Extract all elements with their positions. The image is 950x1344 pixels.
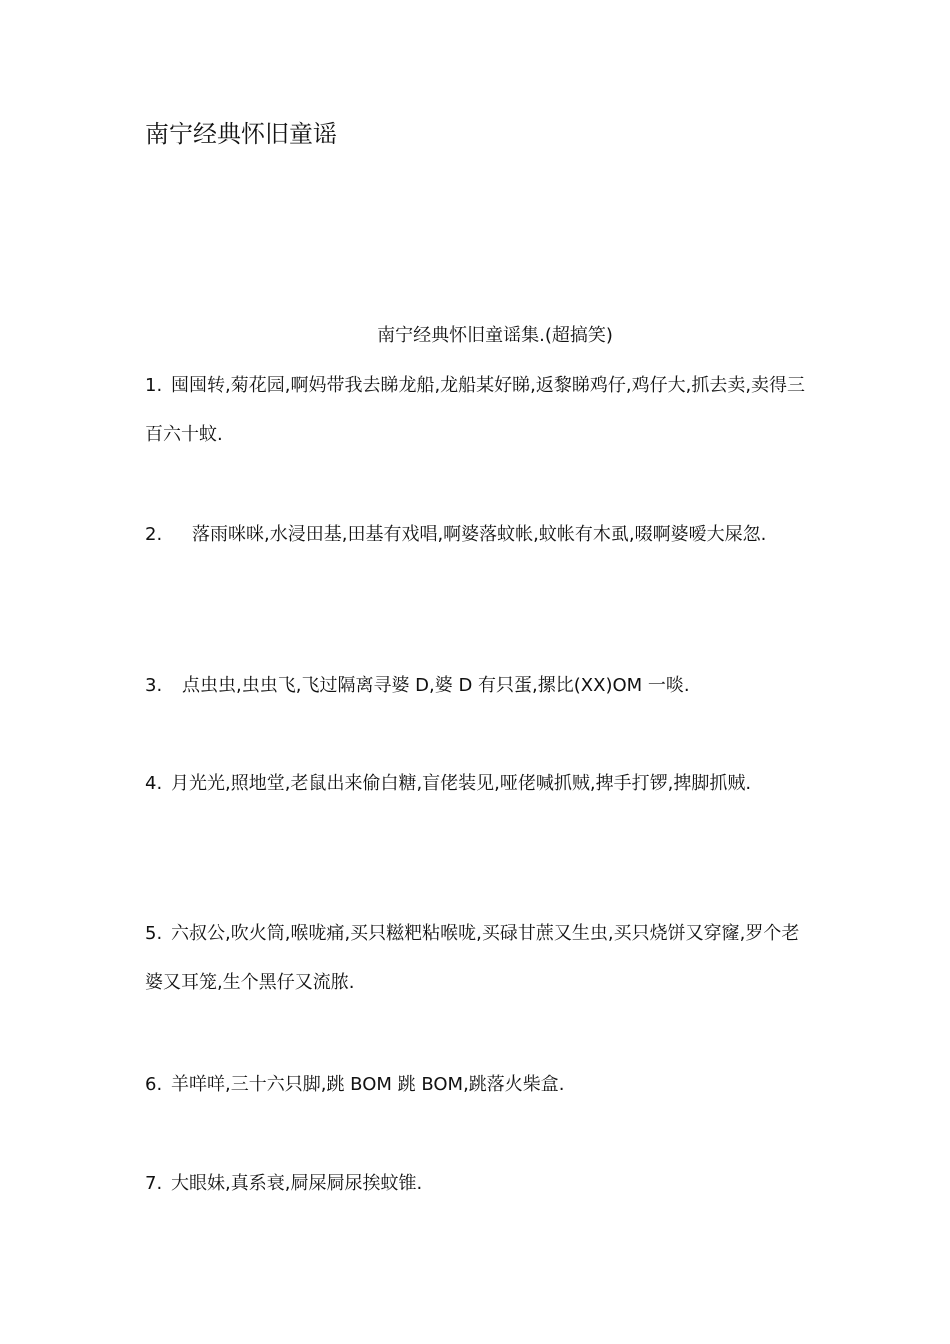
item-text: 羊咩咩,三十六只脚,跳 BOM 跳 BOM,跳落火柴盒. xyxy=(171,1074,565,1095)
item-text: 月光光,照地堂,老鼠出来偷白糖,盲佬装见,哑佬喊抓贼,捭手打锣,捭脚抓贼. xyxy=(171,773,752,794)
list-item xyxy=(145,909,813,1007)
document-subtitle: 南宁经典怀旧童谣集.(超搞笑) xyxy=(377,325,613,346)
item-text: 大眼妹,真系衰,屙屎屙尿挨蚊锥. xyxy=(171,1173,423,1194)
item-number: 4. xyxy=(145,773,163,794)
item-number: 1. xyxy=(145,375,163,396)
list-item xyxy=(145,1060,813,1109)
page-title: 南宁经典怀旧童谣 xyxy=(145,120,337,148)
list-item xyxy=(145,661,813,710)
item-text: 六叔公,吹火筒,喉咙痛,买只糍粑粘喉咙,买碌甘蔗又生虫,买只烧饼又穿窿,罗个老婆又耳笼,生个黑仔又流脓. xyxy=(145,923,800,993)
item-text: 落雨咪咪,水浸田基,田基有戏唱,啊婆落蚊帐,蚊帐有木虱,啜啊婆嗳大屎忽. xyxy=(192,524,767,545)
list-item xyxy=(145,510,813,559)
item-number: 7. xyxy=(145,1173,163,1194)
item-number: 3. xyxy=(145,675,163,696)
item-number: 2. xyxy=(145,524,163,545)
item-text: 点虫虫,虫虫飞,飞过隔离寻婆 D,婆 D 有只蛋,摞比(XX)OM 一啖. xyxy=(182,675,690,696)
list-item xyxy=(145,1159,813,1208)
list-item xyxy=(145,361,813,459)
item-text: 囤囤转,菊花园,啊妈带我去睇龙船,龙船某好睇,返黎睇鸡仔,鸡仔大,抓去卖,卖得三百六十蚊. xyxy=(145,375,806,445)
item-number: 5. xyxy=(145,923,163,944)
list-item xyxy=(145,759,813,808)
item-number: 6. xyxy=(145,1074,163,1095)
